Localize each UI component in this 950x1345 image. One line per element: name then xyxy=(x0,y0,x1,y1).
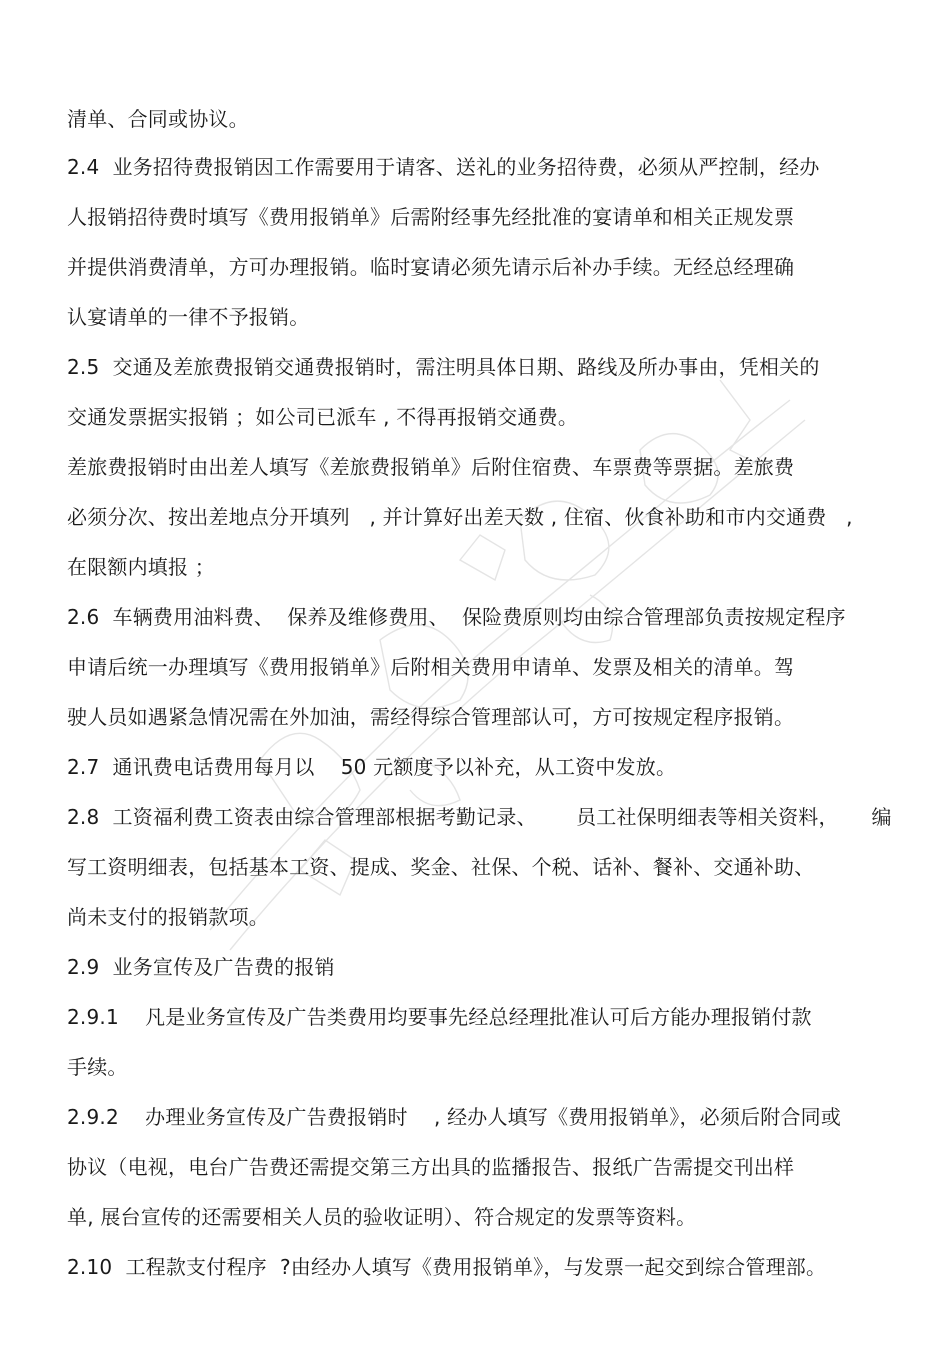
text-line-24: 2.10 工程款支付程序 ?由经办人填写《费用报销单》，与发票一起交到综合管理部。 xyxy=(67,1255,827,1279)
text-line-3: 人报销招待费时填写《费用报销单》后需附经事先经批准的宴请单和相关正规发票 xyxy=(67,205,795,229)
text-line-11: 2.6 车辆费用油料费、 保养及维修费用、 保险费原则均由综合管理部负责按规定程序 xyxy=(67,605,846,629)
text-line-23: 单, 展台宣传的还需要相关人员的验收证明）、符合规定的发票等资料。 xyxy=(67,1205,697,1229)
text-line-10: 在限额内填报 ； xyxy=(67,555,215,579)
text-line-21: 2.9.2 办理业务宣传及广告费报销时 , 经办人填写《费用报销单》，必须后附合同或 xyxy=(67,1105,842,1129)
text-line-1: 清单、合同或协议。 xyxy=(67,107,249,131)
text-line-12: 申请后统一办理填写《费用报销单》后附相关费用申请单、发票及相关的清单。驾 xyxy=(67,655,795,679)
text-line-5: 认宴请单的一律不予报销。 xyxy=(67,305,310,329)
text-line-7: 交通发票据实报销 ；如公司已派车 , 不得再报销交通费。 xyxy=(67,405,579,429)
text-line-6: 2.5 交通及差旅费报销交通费报销时，需注明具体日期、路线及所办事由，凭相关的 xyxy=(67,355,820,379)
text-line-13: 驶人员如遇紧急情况需在外加油，需经得综合管理部认可，方可按规定程序报销。 xyxy=(67,705,795,729)
text-line-14: 2.7 通讯费电话费用每月以 50 元额度予以补充，从工资中发放。 xyxy=(67,755,677,779)
text-line-4: 并提供消费清单，方可办理报销。临时宴请必须先请示后补办手续。无经总经理确 xyxy=(67,255,795,279)
text-line-16: 写工资明细表，包括基本工资、提成、奖金、社保、个税、话补、餐补、交通补助、 xyxy=(67,855,815,879)
text-line-2: 2.4 业务招待费报销因工作需要用于请客、送礼的业务招待费，必须从严控制，经办 xyxy=(67,155,820,179)
text-line-20: 手续。 xyxy=(67,1055,128,1079)
text-line-19: 2.9.1 凡是业务宣传及广告类费用均要事先经总经理批准认可后方能办理报销付款 xyxy=(67,1005,812,1029)
text-line-18: 2.9 业务宣传及广告费的报销 xyxy=(67,955,335,979)
text-line-9: 必须分次、按出差地点分开填列 , 并计算好出差天数 , 住宿、伙食补助和市内交通费 , xyxy=(67,505,853,529)
text-line-8: 差旅费报销时由出差人填写《差旅费报销单》后附住宿费、车票费等票据。差旅费 xyxy=(67,455,795,479)
text-line-17: 尚未支付的报销款项。 xyxy=(67,905,269,929)
text-line-15: 2.8 工资福利费工资表由综合管理部根据考勤记录、 员工社保明细表等相关资料， 编 xyxy=(67,805,892,829)
text-line-22: 协议（电视，电台广告费还需提交第三方出具的监播报告、报纸广告需提交刊出样 xyxy=(67,1155,795,1179)
